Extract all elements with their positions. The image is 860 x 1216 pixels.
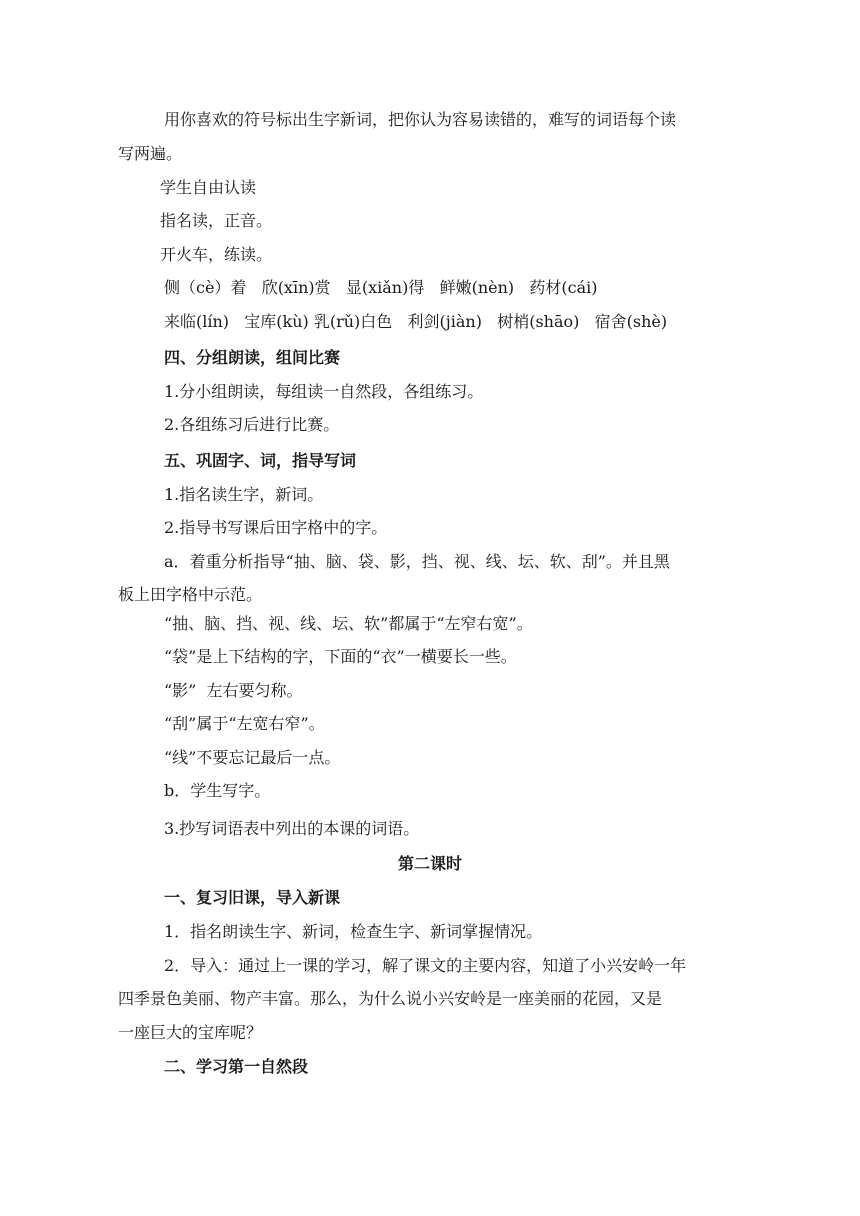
section-5-heading: 五、巩固字、词，指导写词 [164, 451, 357, 470]
section-5-item-3: 3.抄写词语表中列出的本课的词语。 [164, 819, 420, 838]
writing-note-1: “抽、脑、挡、视、线、坛、软”都属于“左窄右宽”。 [164, 614, 533, 633]
lesson-2-item-2-line-3: 一座巨大的宝库呢？ [118, 1023, 263, 1042]
section-4-item-2: 2.各组练习后进行比赛。 [164, 415, 340, 434]
intro-line-2: 写两遍。 [118, 144, 183, 163]
writing-note-2: “袋”是上下结构的字，下面的“衣”一横要长一些。 [164, 647, 517, 666]
section-5-item-1: 1.指名读生字，新词。 [164, 485, 324, 504]
section-4-heading: 四、分组朗读，组间比赛 [164, 348, 341, 367]
intro-line-1: 用你喜欢的符号标出生字新词，把你认为容易读错的，难写的词语每个读 [164, 110, 677, 129]
intro-step-2: 指名读，正音。 [160, 211, 273, 230]
section-5-b: b．学生写字。 [164, 781, 271, 800]
section-4-item-1: 1.分小组朗读，每组读一自然段，各组练习。 [164, 382, 484, 401]
lesson-2-item-2-line-2: 四季景色美丽、物产丰富。那么，为什么说小兴安岭是一座美丽的花园，又是 [118, 989, 663, 1008]
intro-step-3: 开火车，练读。 [160, 245, 273, 264]
lesson-2-item-2-line-1: 2．导入：通过上一课的学习，解了课文的主要内容，知道了小兴安岭一年 [164, 956, 687, 975]
pinyin-words-row-1: 侧（cè）着 欣(xīn)赏 显(xiǎn)得 鲜嫩(nèn) 药材(cái) [164, 278, 598, 297]
writing-note-5: “线”不要忘记最后一点。 [164, 748, 341, 767]
lesson-2-heading-2: 二、学习第一自然段 [164, 1057, 309, 1076]
intro-step-1: 学生自由认读 [160, 178, 257, 197]
section-5-a-line-2: 板上田字格中示范。 [118, 585, 263, 604]
writing-note-3: “影” 左右要匀称。 [164, 681, 303, 700]
lesson-2-item-1: 1．指名朗读生字、新词，检查生字、新词掌握情况。 [164, 922, 543, 941]
lesson-2-heading-1: 一、复习旧课，导入新课 [164, 888, 341, 907]
section-5-item-2: 2.指导书写课后田字格中的字。 [164, 518, 388, 537]
writing-note-4: “刮”属于“左宽右窄”。 [164, 714, 325, 733]
section-5-a-line-1: a．着重分析指导“抽、脑、袋、影，挡、视、线、坛、软、刮”。并且黑 [164, 552, 670, 571]
pinyin-words-row-2: 来临(lín) 宝库(kù) 乳(rǔ)白色 利剑(jiàn) 树梢(shāo) 宿舍(shè) [164, 312, 668, 331]
lesson-2-title: 第二课时 [397, 854, 462, 873]
